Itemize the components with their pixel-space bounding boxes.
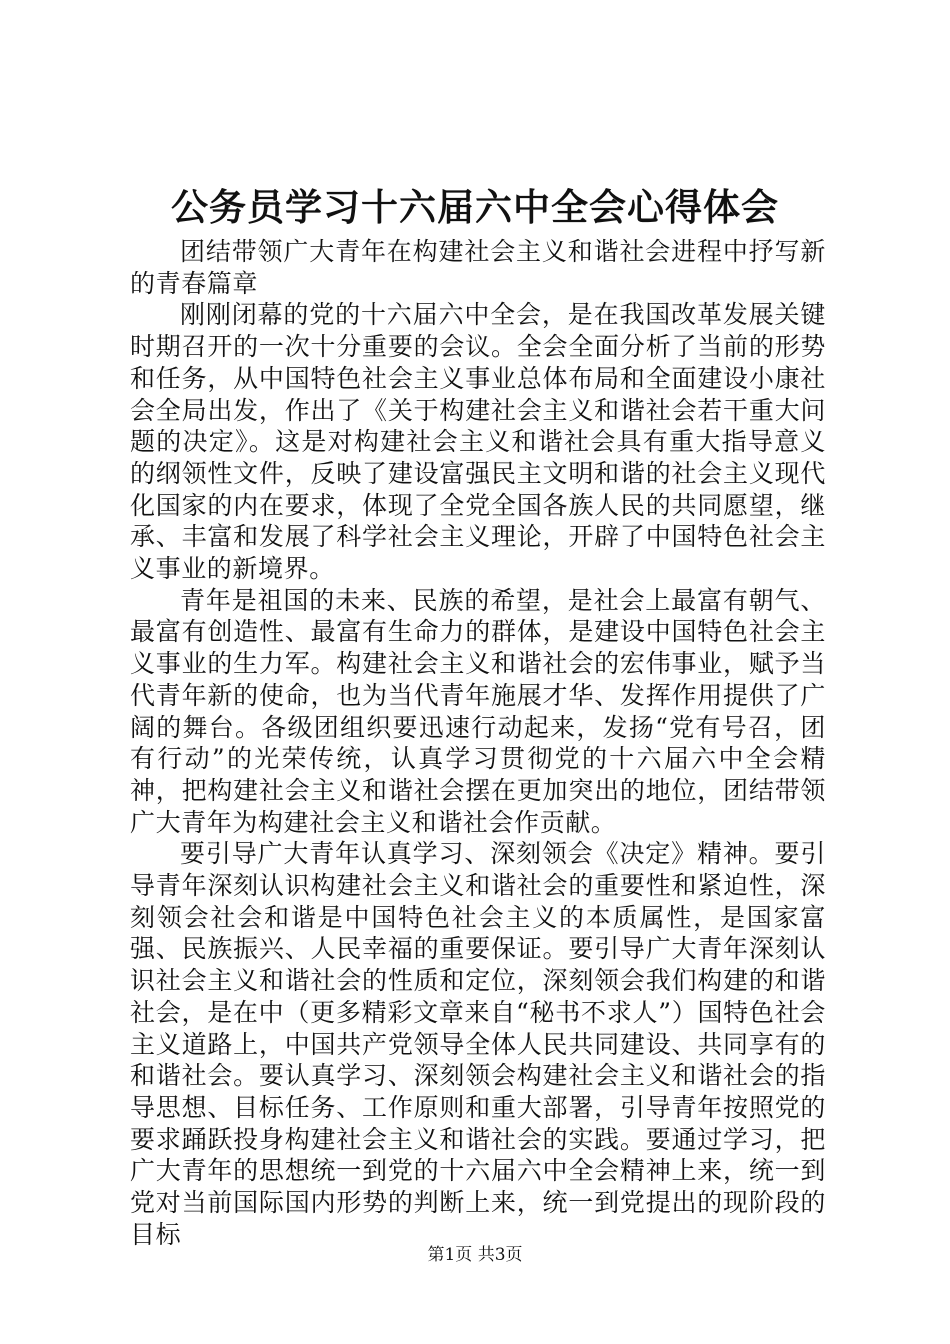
paragraph-study-decision: 要引导广大青年认真学习、深刻领会《决定》精神。要引导青年深刻认识构建社会主义和谐社会的重要性和紧迫性，深刻领会社会和谐是中国特色社会主义的本质属性，是国家富强、民族振兴、人民幸福的重要保证。要引导广大青年深刻认识社会主义和谐社会的性质和定位，深刻领会我们构建的和谐社会，是在中（更多精彩文章来自“秘书不求人”）国特色社会主义道路上，中国共产党领导全体人民共同建设、共同享有的和谐社会。要认真学习、深刻领会构建社会主义和谐社会的指导思想、目标任务、工作原则和重大部署，引导青年按照党的要求踊跃投身构建社会主义和谐社会的实践。要通过学习，把广大青年的思想统一到党的十六届六中全会精神上来，统一到党对当前国际国内形势的判断上来，统一到党提出的现阶段的目标 bbox=[130, 839, 826, 1249]
paragraph-subtitle: 团结带领广大青年在构建社会主义和谐社会进程中抒写新的青春篇章 bbox=[130, 237, 826, 298]
paragraph-plenary-session: 刚刚闭幕的党的十六届六中全会，是在我国改革发展关键时期召开的一次十分重要的会议。全会全面分析了当前的形势和任务，从中国特色社会主义事业总体布局和全面建设小康社会全局出发，作出了《关于构建社会主义和谐社会若干重大问题的决定》。这是对构建社会主义和谐社会具有重大指导意义的纲领性文件，反映了建设富强民主文明和谐的社会主义现代化国家的内在要求，体现了全党全国各族人民的共同愿望，继承、丰富和发展了科学社会主义理论，开辟了中国特色社会主义事业的新境界。 bbox=[130, 300, 826, 584]
document-body bbox=[130, 236, 826, 1251]
document-title: 公务员学习十六届六中全会心得体会 bbox=[171, 185, 779, 229]
page-number-footer: 第1页 共3页 bbox=[427, 1245, 523, 1265]
paragraph-youth-role: 青年是祖国的未来、民族的希望，是社会上最富有朝气、最富有创造性、最富有生命力的群体，是建设中国特色社会主义事业的生力军。构建社会主义和谐社会的宏伟事业，赋予当代青年新的使命，也为当代青年施展才华、发挥作用提供了广阔的舞台。各级团组织要迅速行动起来，发扬“党有号召，团有行动”的光荣传统，认真学习贯彻党的十六届六中全会精神，把构建社会主义和谐社会摆在更加突出的地位，团结带领广大青年为构建社会主义和谐社会作贡献。 bbox=[130, 585, 826, 837]
